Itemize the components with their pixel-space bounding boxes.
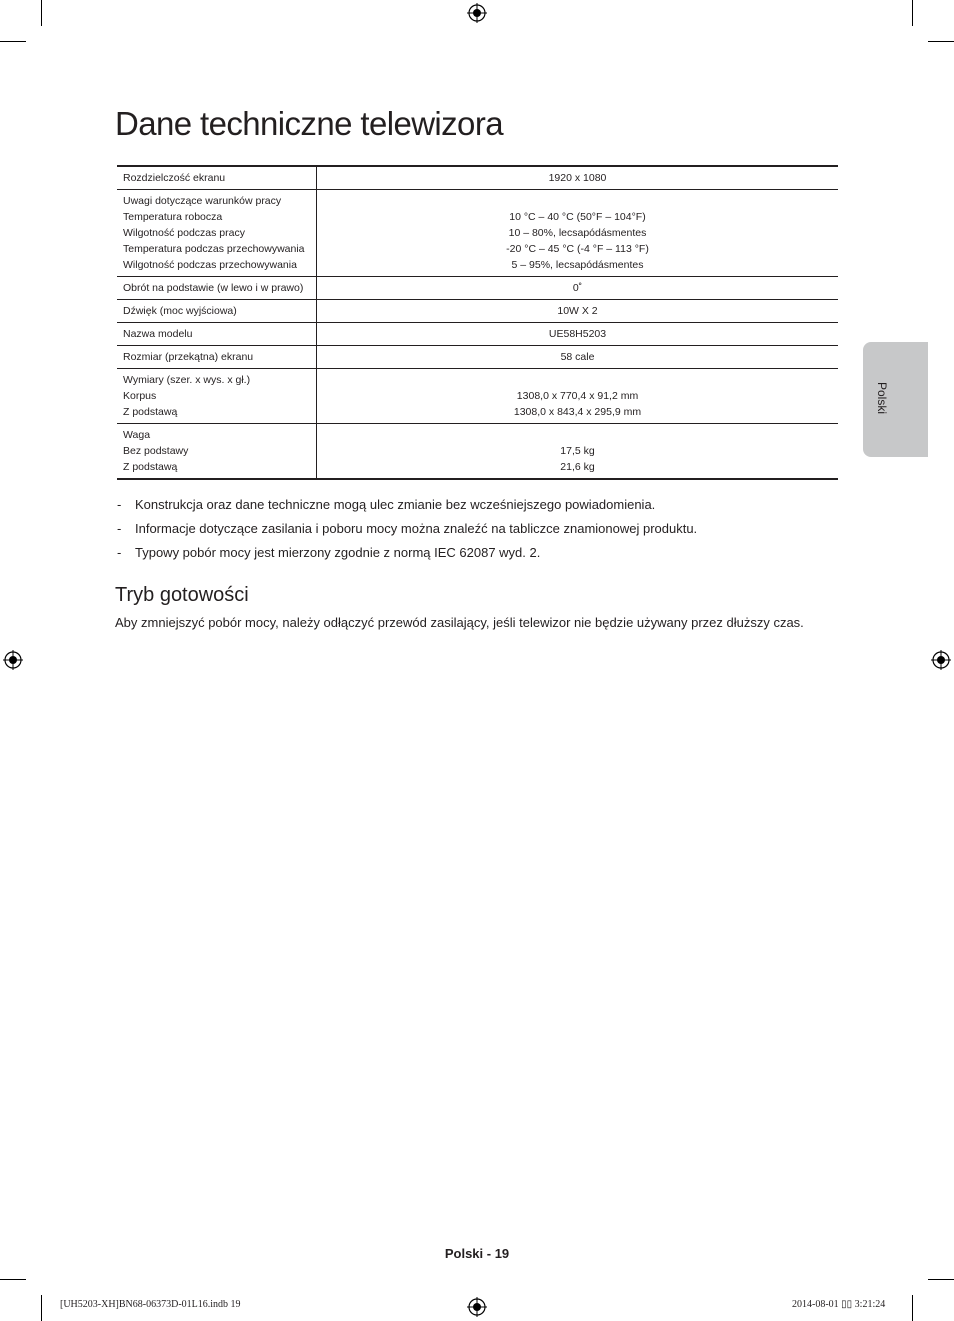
crop-mark <box>912 0 913 26</box>
spec-value-line: 0˚ <box>572 282 583 294</box>
language-tab-label: Polski <box>875 382 889 415</box>
spec-value <box>317 369 839 424</box>
spec-label-line: Waga <box>123 429 151 441</box>
spec-label-line: Rozmiar (przekątna) ekranu <box>123 351 254 363</box>
spec-row <box>117 166 838 190</box>
spec-value-line: 1308,0 x 843,4 x 295,9 mm <box>513 406 642 418</box>
spec-label-line: Nazwa modelu <box>123 328 193 340</box>
language-tab <box>863 342 928 457</box>
spec-row <box>117 190 838 277</box>
crop-mark <box>41 0 42 26</box>
spec-label-line: Wilgotność podczas przechowywania <box>123 259 297 271</box>
crop-mark <box>0 1279 26 1280</box>
crop-mark <box>928 1279 954 1280</box>
crop-mark <box>0 41 26 42</box>
spec-label-line: Obrót na podstawie (w lewo i w prawo) <box>123 282 304 294</box>
spec-value-line: UE58H5203 <box>548 328 607 340</box>
spec-value <box>317 166 839 190</box>
note-item <box>117 497 697 513</box>
spec-label-line: Bez podstawy <box>123 445 189 457</box>
spec-value <box>317 323 839 346</box>
slug-date: 2014-08-01 ▯▯ 3:21:24 <box>792 1299 886 1310</box>
spec-label-line: Rozdzielczość ekranu <box>123 172 226 184</box>
page-title: Dane techniczne telewizora <box>115 105 503 142</box>
registration-mark-icon <box>931 650 951 670</box>
spec-value-line: 1920 x 1080 <box>548 172 607 184</box>
spec-label-line: Z podstawą <box>123 461 178 473</box>
crop-mark <box>912 1295 913 1321</box>
crop-mark <box>41 1295 42 1321</box>
spec-value-line: 1308,0 x 770,4 x 91,2 mm <box>516 390 639 402</box>
spec-value <box>317 424 839 480</box>
note-text: Typowy pobór mocy jest mierzony zgodnie z normą IEC 62087 wyd. 2. <box>135 545 541 560</box>
spec-label-line: Wymiary (szer. x wys. x gł.) <box>123 374 251 386</box>
note-text: Konstrukcja oraz dane techniczne mogą ulec zmianie bez wcześniejszego powiadomienia. <box>135 497 656 512</box>
note-marker: - <box>117 545 122 560</box>
page-number: Polski - 19 <box>444 1246 510 1261</box>
spec-row <box>117 369 838 424</box>
spec-label <box>117 369 317 424</box>
note-marker: - <box>117 521 122 536</box>
spec-label-line: Korpus <box>123 390 157 402</box>
spec-label <box>117 300 317 323</box>
section-paragraph: Aby zmniejszyć pobór mocy, należy odłączyć przewód zasilający, jeśli telewizor nie będzie używany przez dłuższy czas. <box>115 615 804 630</box>
spec-table <box>117 165 838 480</box>
spec-label-line: Dźwięk (moc wyjściowa) <box>123 305 237 317</box>
spec-label <box>117 277 317 300</box>
spec-value <box>317 190 839 277</box>
section-title: Tryb gotowości <box>115 584 249 606</box>
spec-value <box>317 346 839 369</box>
note-marker: - <box>117 497 122 512</box>
spec-label <box>117 323 317 346</box>
spec-label <box>117 166 317 190</box>
registration-mark-icon <box>3 650 23 670</box>
spec-value-line: 17,5 kg <box>560 445 595 457</box>
spec-value-line: 58 cale <box>560 351 595 363</box>
spec-value-line: 21,6 kg <box>560 461 595 473</box>
spec-label <box>117 424 317 480</box>
slug-file: [UH5203-XH]BN68-06373D-01L16.indb 19 <box>60 1299 241 1310</box>
spec-label <box>117 190 317 277</box>
spec-row <box>117 424 838 480</box>
spec-value-line: 10W X 2 <box>557 305 598 317</box>
spec-label-line: Temperatura podczas przechowywania <box>123 243 305 255</box>
crop-mark <box>928 41 954 42</box>
spec-row <box>117 323 838 346</box>
spec-value-line: -20 °C – 45 °C (-4 °F – 113 °F) <box>506 243 649 255</box>
spec-label-line: Wilgotność podczas pracy <box>123 227 245 239</box>
spec-value-line: 5 – 95%, lecsapódásmentes <box>511 259 644 271</box>
spec-row <box>117 300 838 323</box>
spec-label-line: Uwagi dotyczące warunków pracy <box>123 195 282 207</box>
spec-label <box>117 346 317 369</box>
spec-row <box>117 277 838 300</box>
spec-value-line: 10 – 80%, lecsapódásmentes <box>508 227 647 239</box>
spec-label-line: Z podstawą <box>123 406 178 418</box>
spec-label-line: Temperatura robocza <box>123 211 223 223</box>
registration-mark-icon <box>467 1297 487 1317</box>
note-item <box>117 521 697 537</box>
spec-value-line: 10 °C – 40 °C (50°F – 104°F) <box>509 211 646 223</box>
note-item <box>117 545 697 561</box>
note-text: Informacje dotyczące zasilania i poboru mocy można znaleźć na tabliczce znamionowej produktu. <box>135 521 698 536</box>
registration-mark-icon <box>467 3 487 23</box>
spec-row <box>117 346 838 369</box>
notes-list <box>117 497 697 569</box>
spec-value <box>317 300 839 323</box>
spec-value <box>317 277 839 300</box>
